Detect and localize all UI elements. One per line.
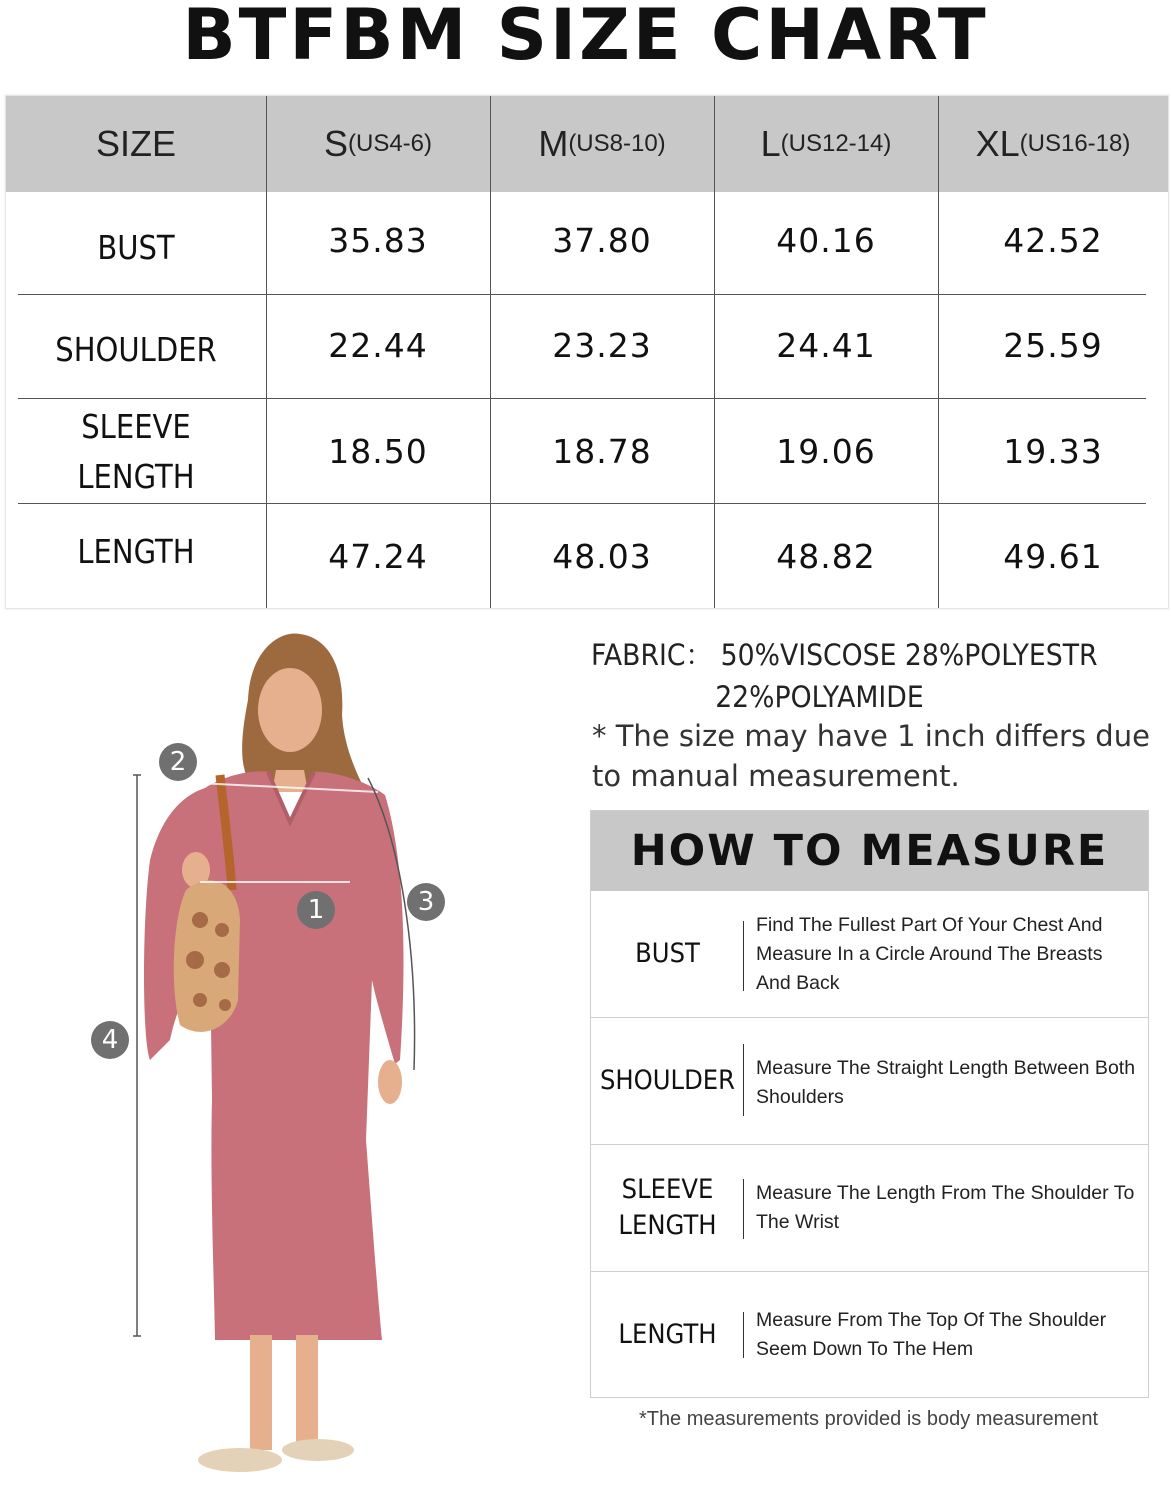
table-cell: 25.59 — [1003, 325, 1103, 365]
measure-description: Measure The Straight Length Between Both Shoulders — [756, 1057, 1136, 1108]
size-header-l — [714, 96, 938, 192]
row-label-length: LENGTH — [77, 532, 195, 571]
measure-row-shoulder — [591, 1018, 1148, 1144]
table-cell: 18.50 — [328, 432, 428, 471]
table-cell: 24.41 — [776, 325, 876, 365]
measure-divider — [743, 1044, 744, 1116]
size-name: XL — [975, 123, 1020, 164]
table-cell: 19.33 — [1003, 432, 1103, 471]
footnote: *The measurements provided is body measurement — [638, 1408, 1099, 1430]
fabric-line-2: 22%POLYAMIDE — [715, 680, 924, 714]
size-table — [5, 95, 1169, 609]
table-cell: 49.61 — [1003, 536, 1103, 576]
sleeve-marker: 3 — [407, 883, 445, 921]
size-note: * The size may have 1 inch differs due to manual measurement. — [592, 719, 1150, 793]
fabric-label: FABRIC： — [591, 638, 713, 672]
measure-row-sleeve-length — [591, 1145, 1148, 1271]
size-header-s — [266, 96, 490, 192]
how-to-measure-table — [590, 810, 1149, 1398]
fabric-line-1 — [591, 634, 1098, 676]
table-cell: 19.06 — [776, 432, 876, 471]
measure-description: Find The Fullest Part Of Your Chest And Measure In a Circle Around The Breasts And Back — [756, 914, 1103, 994]
measure-divider — [743, 921, 744, 991]
measure-label: BUST — [635, 938, 700, 969]
how-to-measure-title: HOW TO MEASURE — [591, 811, 1148, 891]
row-label-sleeve-length — [22, 400, 251, 503]
measure-divider — [743, 1179, 744, 1239]
size-name: S — [323, 123, 348, 164]
row-label-line: SLEEVE — [81, 406, 191, 446]
row-divider — [18, 398, 1146, 399]
measure-row-bust — [591, 891, 1148, 1017]
measure-label-line: SLEEVE — [621, 1174, 714, 1205]
table-cell: 22.44 — [328, 325, 428, 365]
table-cell: 48.03 — [552, 536, 652, 576]
fabric-composition: 50%VISCOSE 28%POLYESTR — [720, 638, 1098, 672]
size-us: (US4-6) — [348, 130, 433, 157]
size-header-m — [490, 96, 714, 192]
measure-label-line: LENGTH — [618, 1210, 717, 1241]
measure-label — [599, 1145, 737, 1271]
table-cell: 18.78 — [552, 432, 652, 471]
measure-label: SHOULDER — [599, 1065, 736, 1096]
row-label-bust: BUST — [97, 228, 175, 267]
table-cell: 42.52 — [1003, 220, 1103, 260]
row-label-shoulder: SHOULDER — [55, 330, 217, 369]
size-name: L — [760, 123, 781, 164]
size-us: (US12-14) — [780, 130, 892, 157]
measure-label: LENGTH — [618, 1318, 717, 1350]
size-header-xl — [938, 96, 1168, 192]
size-us: (US16-18) — [1019, 130, 1131, 157]
table-cell: 40.16 — [776, 220, 876, 260]
page-title: BTFBM SIZE CHART — [182, 0, 989, 76]
measure-divider — [743, 1312, 744, 1358]
model-illustration — [0, 620, 580, 1500]
length-marker: 4 — [91, 1021, 129, 1059]
model-figure — [0, 620, 580, 1500]
table-cell: 23.23 — [552, 325, 652, 365]
size-name: M — [538, 123, 569, 164]
measure-description: Measure The Length From The Shoulder To The Wrist — [756, 1182, 1135, 1233]
fabric-info — [591, 634, 1098, 718]
table-cell: 35.83 — [328, 220, 428, 260]
table-cell: 48.82 — [776, 536, 876, 576]
table-cell: 37.80 — [552, 220, 652, 260]
bust-marker: 1 — [297, 891, 335, 929]
size-header-label: SIZE — [95, 123, 176, 164]
measure-description: Measure From The Top Of The Shoulder Seem Down To The Hem — [756, 1309, 1107, 1360]
table-cell: 47.24 — [328, 536, 428, 576]
row-label-line: LENGTH — [77, 456, 195, 496]
measure-row-length — [591, 1272, 1148, 1397]
size-us: (US8-10) — [568, 130, 666, 157]
shoulder-marker: 2 — [159, 743, 197, 781]
